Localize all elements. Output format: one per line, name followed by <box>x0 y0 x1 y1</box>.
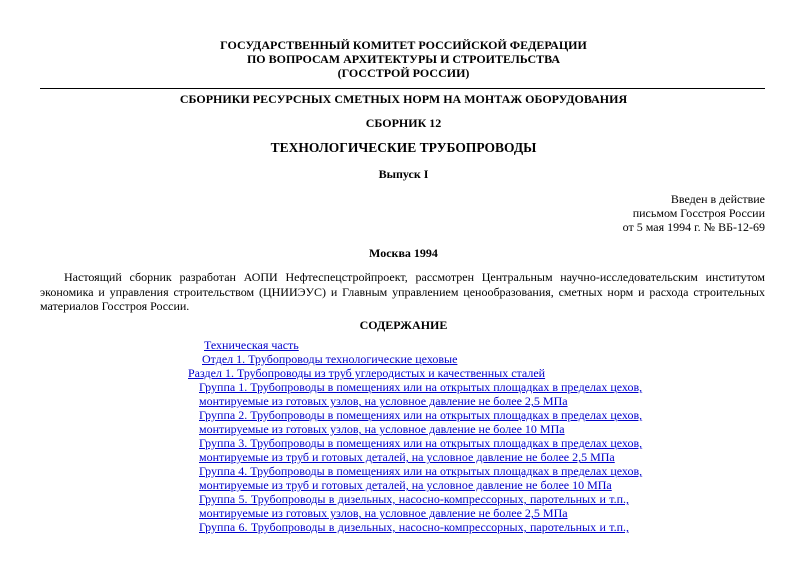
enactment-line-2: письмом Госстроя России <box>632 206 765 220</box>
toc-link-section-1[interactable]: Раздел 1. Трубопроводы из труб углеродистых и качественных сталей <box>188 366 546 380</box>
header-divider <box>40 88 765 89</box>
committee-line-3: (ГОССТРОЙ РОССИИ) <box>337 66 470 80</box>
enactment-note <box>623 192 765 234</box>
issuing-committee <box>0 38 807 80</box>
toc-link-group-3-line-2[interactable]: монтируемые из труб и готовых деталей, на условное давление не более 2,5 МПа <box>199 450 615 465</box>
intro-paragraph: Настоящий сборник разработан АОПИ Нефтеспецстройпроект, рассмотрен Центральным научно-исследовательским институтом экономика и управления строительством (ЦНИИЭУС) и Главным управлением ценообразования, сметных норм и расхода строительных материалов Госстроя России. <box>40 270 765 313</box>
collection-number: СБОРНИК 12 <box>365 116 442 130</box>
toc-link-group-4-line-2[interactable]: монтируемые из труб и готовых деталей, на условное давление не более 10 МПа <box>199 478 612 493</box>
toc-item-group-4[interactable] <box>199 464 643 493</box>
toc-link-group-4-line-1[interactable]: Группа 4. Трубопроводы в помещениях или на открытых площадках в пределах цехов, <box>199 464 643 478</box>
toc-link-department-1[interactable]: Отдел 1. Трубопроводы технологические цеховые <box>202 352 458 366</box>
toc-item-technical-part[interactable] <box>204 338 299 352</box>
toc-item-group-1[interactable] <box>199 380 643 409</box>
enactment-line-3: от 5 мая 1994 г. № ВБ-12-69 <box>622 220 765 234</box>
toc-item-group-2[interactable] <box>199 408 643 437</box>
toc-item-section-1[interactable] <box>188 366 545 380</box>
toc-link-technical-part[interactable]: Техническая часть <box>204 338 299 352</box>
toc-link-group-2-line-2[interactable]: монтируемые из готовых узлов, на условное давление не более 10 МПа <box>199 422 565 437</box>
enactment-line-1: Введен в действие <box>670 192 765 206</box>
collection-series: СБОРНИКИ РЕСУРСНЫХ СМЕТНЫХ НОРМ НА МОНТАЖ ОБОРУДОВАНИЯ <box>179 92 628 106</box>
toc-item-group-3[interactable] <box>199 436 643 465</box>
toc-link-group-6-line-1[interactable]: Группа 6. Трубопроводы в дизельных, насосно-компрессорных, паротельных и т.п., <box>199 520 629 534</box>
place-year: Москва 1994 <box>369 246 438 260</box>
toc-item-department-1[interactable] <box>202 352 457 366</box>
committee-line-1: ГОСУДАРСТВЕННЫЙ КОМИТЕТ РОССИЙСКОЙ ФЕДЕРАЦИИ <box>220 38 587 52</box>
toc-link-group-1-line-1[interactable]: Группа 1. Трубопроводы в помещениях или на открытых площадках в пределах цехов, <box>199 380 643 394</box>
issue-number: Выпуск I <box>378 167 429 181</box>
contents-heading: СОДЕРЖАНИЕ <box>359 318 448 332</box>
toc-link-group-3-line-1[interactable]: Группа 3. Трубопроводы в помещениях или на открытых площадках в пределах цехов, <box>199 436 643 450</box>
toc-link-group-5-line-1[interactable]: Группа 5. Трубопроводы в дизельных, насосно-компрессорных, паротельных и т.п., <box>199 492 629 506</box>
toc-link-group-1-line-2[interactable]: монтируемые из готовых узлов, на условное давление не более 2,5 МПа <box>199 394 568 409</box>
document-title: ТЕХНОЛОГИЧЕСКИЕ ТРУБОПРОВОДЫ <box>270 140 537 155</box>
toc-item-group-5[interactable] <box>199 492 629 520</box>
committee-line-2: ПО ВОПРОСАМ АРХИТЕКТУРЫ И СТРОИТЕЛЬСТВА <box>246 52 561 66</box>
toc-link-group-2-line-1[interactable]: Группа 2. Трубопроводы в помещениях или на открытых площадках в пределах цехов, <box>199 408 643 422</box>
toc-item-group-6[interactable] <box>199 520 629 534</box>
toc-link-group-5-line-2[interactable]: монтируемые из готовых узлов, на условное давление не более 2,5 МПа <box>199 506 568 521</box>
